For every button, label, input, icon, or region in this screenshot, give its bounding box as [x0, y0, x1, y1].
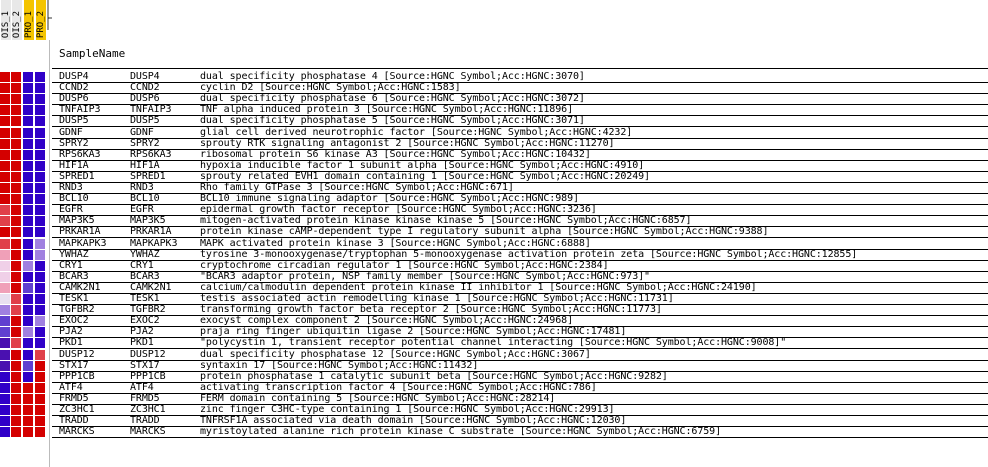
gene-id: MAP3K5: [59, 215, 95, 227]
gene-description: protein kinase cAMP-dependent type I regulatory subunit alpha [Source:HGNC Symbol;Acc:HGNC:9388]: [200, 226, 769, 238]
gene-id: TRADD: [59, 415, 89, 427]
header-divider: [52, 68, 988, 69]
gene-symbol: CCND2: [130, 82, 160, 94]
gene-description: "BCAR3 adaptor protein, NSP family member [Source:HGNC Symbol;Acc:HGNC:973]": [200, 270, 650, 282]
heatmap-cell[interactable]: [23, 227, 34, 238]
heatmap-cell[interactable]: [35, 161, 46, 172]
column-header-label: PRO_1: [24, 10, 34, 38]
heatmap-cell[interactable]: [23, 105, 34, 116]
gene-symbol: DUSP4: [130, 71, 160, 82]
gene-symbol: TNFAIP3: [130, 104, 172, 116]
heatmap-cell[interactable]: [11, 172, 22, 183]
heatmap-cell[interactable]: [11, 128, 22, 139]
gene-symbol: ATF4: [130, 381, 154, 393]
heatmap-cell[interactable]: [23, 94, 34, 105]
heatmap-cell[interactable]: [0, 316, 11, 327]
heatmap-cell[interactable]: [23, 338, 34, 349]
heatmap-cell[interactable]: [23, 150, 34, 161]
gene-description: ribosomal protein S6 kinase A3 [Source:HGNC Symbol;Acc:HGNC:10432]: [200, 148, 591, 160]
heatmap-cell[interactable]: [35, 105, 46, 116]
heatmap-cell[interactable]: [11, 194, 22, 205]
heatmap-cell[interactable]: [0, 139, 11, 150]
heatmap-cell[interactable]: [0, 350, 11, 361]
heatmap-cell[interactable]: [11, 394, 22, 405]
gene-description: praja ring finger ubiquitin ligase 2 [Source:HGNC Symbol;Acc:HGNC:17481]: [200, 326, 627, 338]
heatmap-cell[interactable]: [23, 216, 34, 227]
heatmap-cell[interactable]: [11, 305, 22, 316]
heatmap-cell[interactable]: [11, 83, 22, 94]
heatmap-cell[interactable]: [23, 250, 34, 261]
heatmap-cell[interactable]: [35, 216, 46, 227]
heatmap-cell[interactable]: [35, 94, 46, 105]
heatmap-cell[interactable]: [35, 183, 46, 194]
gene-id: PPP1CB: [59, 370, 95, 382]
gene-description: sprouty RTK signaling antagonist 2 [Source:HGNC Symbol;Acc:HGNC:11270]: [200, 137, 615, 149]
gene-id: EGFR: [59, 204, 83, 216]
gene-id: DUSP6: [59, 93, 89, 105]
gene-description: glial cell derived neurotrophic factor [Source:HGNC Symbol;Acc:HGNC:4232]: [200, 126, 633, 138]
gene-description: "polycystin 1, transient receptor potential channel interacting [Source:HGNC Symbol;Acc:HGNC:9008]": [200, 337, 787, 349]
gene-description: activating transcription factor 4 [Source:HGNC Symbol;Acc:HGNC:786]: [200, 381, 597, 393]
gene-id: DUSP12: [59, 348, 95, 360]
heatmap-cell[interactable]: [23, 427, 34, 438]
gene-id: GDNF: [59, 126, 83, 138]
gene-symbol: FRMD5: [130, 392, 160, 404]
gene-description: transforming growth factor beta receptor 2 [Source:HGNC Symbol;Acc:HGNC:11773]: [200, 304, 662, 316]
heatmap-cell[interactable]: [11, 150, 22, 161]
column-header-label: OIS_1: [1, 10, 11, 38]
heatmap-cell[interactable]: [0, 216, 11, 227]
column-header-ois-2[interactable]: [12, 0, 23, 40]
gene-description: BCL10 immune signaling adaptor [Source:HGNC Symbol;Acc:HGNC:989]: [200, 193, 579, 205]
heatmap-cell[interactable]: [23, 183, 34, 194]
column-header-label: PRO_2: [36, 10, 46, 38]
gene-id: SPRED1: [59, 170, 95, 182]
heatmap-cell[interactable]: [23, 261, 34, 272]
heatmap-cell[interactable]: [23, 128, 34, 139]
heatmap-cell[interactable]: [11, 261, 22, 272]
gene-id: YWHAZ: [59, 248, 89, 260]
sample-name-header: SampleName: [59, 47, 126, 60]
gene-symbol: ZC3HC1: [130, 404, 166, 415]
heatmap-cell[interactable]: [35, 316, 46, 327]
gene-description: dual specificity phosphatase 6 [Source:HGNC Symbol;Acc:HGNC:3072]: [200, 93, 585, 105]
column-header-pro-1[interactable]: [24, 0, 35, 40]
heatmap-cell[interactable]: [0, 150, 11, 161]
heatmap-cell[interactable]: [11, 250, 22, 261]
heatmap-cell[interactable]: [23, 172, 34, 183]
heatmap-cell[interactable]: [35, 139, 46, 150]
heatmap-cell[interactable]: [35, 194, 46, 205]
gene-symbol: SPRED1: [130, 170, 166, 182]
gene-symbol: SPRY2: [130, 137, 160, 149]
gene-description: dual specificity phosphatase 5 [Source:HGNC Symbol;Acc:HGNC:3071]: [200, 115, 585, 127]
heatmap-cell[interactable]: [0, 394, 11, 405]
heatmap-cell[interactable]: [23, 383, 34, 394]
heatmap-cell[interactable]: [0, 227, 11, 238]
gene-id: EXOC2: [59, 315, 89, 327]
gene-id: RPS6KA3: [59, 148, 101, 160]
heatmap-cell[interactable]: [35, 272, 46, 283]
heatmap-cell[interactable]: [0, 194, 11, 205]
gene-id: CAMK2N1: [59, 281, 101, 293]
gene-symbol: HIF1A: [130, 159, 160, 171]
heatmap-cell[interactable]: [35, 338, 46, 349]
heatmap-cell[interactable]: [0, 427, 11, 438]
gene-description: cryptochrome circadian regulator 1 [Source:HGNC Symbol;Acc:HGNC:2384]: [200, 259, 609, 271]
column-header-label: OIS_2: [12, 10, 22, 38]
table-row[interactable]: [0, 427, 988, 438]
gene-symbol: EGFR: [130, 204, 154, 216]
heatmap-cell[interactable]: [35, 116, 46, 127]
gene-symbol: BCL10: [130, 193, 160, 205]
gene-id: ATF4: [59, 381, 83, 393]
heatmap-cell[interactable]: [11, 283, 22, 294]
gene-id: ZC3HC1: [59, 404, 95, 415]
heatmap-cell[interactable]: [11, 383, 22, 394]
column-header-pro-2[interactable]: [36, 0, 47, 40]
heatmap-cell[interactable]: [35, 72, 46, 83]
heatmap-cell[interactable]: [23, 272, 34, 283]
heatmap-cell[interactable]: [0, 83, 11, 94]
heatmap-cell[interactable]: [0, 172, 11, 183]
gene-description: cyclin D2 [Source:HGNC Symbol;Acc:HGNC:1583]: [200, 82, 461, 94]
heatmap-cell[interactable]: [35, 361, 46, 372]
gene-symbol: TESK1: [130, 293, 160, 304]
gene-description: tyrosine 3-monooxygenase/tryptophan 5-monooxygenase activation protein zeta [Source:HGNC Symbol;Acc:HGNC:12855]: [200, 248, 858, 260]
heatmap-cell[interactable]: [35, 327, 46, 338]
heatmap-cell[interactable]: [35, 350, 46, 361]
gene-symbol: DUSP6: [130, 93, 160, 105]
gene-symbol: CAMK2N1: [130, 281, 172, 293]
heatmap-cell[interactable]: [23, 239, 34, 250]
heatmap-cell[interactable]: [0, 283, 11, 294]
heatmap-cell[interactable]: [11, 72, 22, 83]
heatmap-cell[interactable]: [0, 261, 11, 272]
heatmap-cell[interactable]: [0, 405, 11, 416]
heatmap-cell[interactable]: [23, 205, 34, 216]
heatmap-cell[interactable]: [35, 261, 46, 272]
heatmap-cell[interactable]: [35, 394, 46, 405]
heatmap-cell[interactable]: [11, 139, 22, 150]
heatmap-cell[interactable]: [11, 350, 22, 361]
gene-id: PJA2: [59, 326, 83, 338]
gene-id: PRKAR1A: [59, 226, 101, 238]
heatmap-cell[interactable]: [23, 116, 34, 127]
heatmap-cell[interactable]: [35, 83, 46, 94]
gene-description: TNFRSF1A associated via death domain [Source:HGNC Symbol;Acc:HGNC:12030]: [200, 415, 627, 427]
heatmap-cell[interactable]: [35, 405, 46, 416]
heatmap-cell[interactable]: [11, 294, 22, 305]
heatmap-cell[interactable]: [11, 227, 22, 238]
heatmap-cell[interactable]: [11, 239, 22, 250]
heatmap-cell[interactable]: [35, 172, 46, 183]
gene-id: RND3: [59, 182, 83, 193]
heatmap-cell[interactable]: [23, 394, 34, 405]
heatmap-cell[interactable]: [0, 416, 11, 427]
heatmap-cell[interactable]: [11, 216, 22, 227]
gene-description: myristoylated alanine rich protein kinase C substrate [Source:HGNC Symbol;Acc:HGNC:6759]: [200, 426, 722, 438]
gene-description: calcium/calmodulin dependent protein kinase II inhibitor 1 [Source:HGNC Symbol;Acc:HGNC:24190]: [200, 281, 757, 293]
gene-description: protein phosphatase 1 catalytic subunit beta [Source:HGNC Symbol;Acc:HGNC:9282]: [200, 370, 668, 382]
heatmap-cell[interactable]: [35, 128, 46, 139]
heatmap-cell[interactable]: [0, 383, 11, 394]
gene-symbol: CRY1: [130, 259, 154, 271]
heatmap-cell[interactable]: [0, 372, 11, 383]
gene-id: CCND2: [59, 82, 89, 94]
gene-description: sprouty related EVH1 domain containing 1 [Source:HGNC Symbol;Acc:HGNC:20249]: [200, 170, 650, 182]
heatmap-cell[interactable]: [35, 372, 46, 383]
heatmap-cell[interactable]: [23, 194, 34, 205]
heatmap-cell[interactable]: [35, 250, 46, 261]
heatmap-cell[interactable]: [0, 183, 11, 194]
heatmap-cell[interactable]: [23, 283, 34, 294]
gene-id: DUSP4: [59, 71, 89, 82]
heatmap-cell[interactable]: [35, 383, 46, 394]
gene-id: SPRY2: [59, 137, 89, 149]
gene-description: zinc finger C3HC-type containing 1 [Source:HGNC Symbol;Acc:HGNC:29913]: [200, 404, 615, 415]
heatmap-cell[interactable]: [0, 272, 11, 283]
gene-symbol: RND3: [130, 182, 154, 193]
heatmap-cell[interactable]: [0, 327, 11, 338]
heatmap-cell[interactable]: [0, 116, 11, 127]
gene-symbol: PRKAR1A: [130, 226, 172, 238]
heatmap-cell[interactable]: [23, 305, 34, 316]
heatmap-cell[interactable]: [0, 305, 11, 316]
heatmap-cell[interactable]: [35, 427, 46, 438]
heatmap-cell[interactable]: [23, 416, 34, 427]
gene-id: MARCKS: [59, 426, 95, 438]
heatmap-cell[interactable]: [0, 239, 11, 250]
heatmap-cell[interactable]: [23, 139, 34, 150]
gene-description: Rho family GTPase 3 [Source:HGNC Symbol;Acc:HGNC:671]: [200, 182, 514, 193]
heatmap-cell[interactable]: [11, 105, 22, 116]
heatmap-cell[interactable]: [23, 316, 34, 327]
gene-description: testis associated actin remodelling kinase 1 [Source:HGNC Symbol;Acc:HGNC:11731]: [200, 293, 674, 304]
heatmap-cell[interactable]: [23, 161, 34, 172]
gene-description: TNF alpha induced protein 3 [Source:HGNC Symbol;Acc:HGNC:11896]: [200, 104, 573, 116]
gene-symbol: MAPKAPK3: [130, 237, 178, 249]
gene-symbol: TRADD: [130, 415, 160, 427]
heatmap-cell[interactable]: [23, 361, 34, 372]
heatmap-cell[interactable]: [23, 294, 34, 305]
gene-id: TGFBR2: [59, 304, 95, 316]
heatmap-cell[interactable]: [0, 128, 11, 139]
gene-id: HIF1A: [59, 159, 89, 171]
gene-symbol: GDNF: [130, 126, 154, 138]
gene-description: dual specificity phosphatase 4 [Source:HGNC Symbol;Acc:HGNC:3070]: [200, 71, 585, 82]
heatmap-cell[interactable]: [11, 183, 22, 194]
heatmap-cell[interactable]: [11, 316, 22, 327]
gene-description: exocyst complex component 2 [Source:HGNC Symbol;Acc:HGNC:24968]: [200, 315, 573, 327]
heatmap-cell[interactable]: [23, 372, 34, 383]
heatmap-cell[interactable]: [35, 416, 46, 427]
heatmap-cell[interactable]: [11, 116, 22, 127]
gene-id: MAPKAPK3: [59, 237, 107, 249]
heatmap-cell[interactable]: [0, 72, 11, 83]
heatmap-cell[interactable]: [11, 361, 22, 372]
gene-symbol: EXOC2: [130, 315, 160, 327]
heatmap-cell[interactable]: [11, 94, 22, 105]
gene-description: epidermal growth factor receptor [Source:HGNC Symbol;Acc:HGNC:3236]: [200, 204, 597, 216]
gene-symbol: MAP3K5: [130, 215, 166, 227]
heatmap-cell[interactable]: [35, 227, 46, 238]
gene-id: DUSP5: [59, 115, 89, 127]
column-header-ois-1[interactable]: [1, 0, 12, 40]
gene-id: CRY1: [59, 259, 83, 271]
gene-symbol: RPS6KA3: [130, 148, 172, 160]
heatmap-cell[interactable]: [0, 161, 11, 172]
gene-symbol: DUSP12: [130, 348, 166, 360]
gene-id: STX17: [59, 359, 89, 371]
gene-id: BCAR3: [59, 270, 89, 282]
heatmap-cell[interactable]: [35, 305, 46, 316]
heatmap-cell[interactable]: [35, 205, 46, 216]
gene-symbol: DUSP5: [130, 115, 160, 127]
heatmap-cell[interactable]: [11, 272, 22, 283]
heatmap-cell[interactable]: [35, 150, 46, 161]
heatmap-cell[interactable]: [0, 250, 11, 261]
heatmap-cell[interactable]: [0, 294, 11, 305]
gene-symbol: BCAR3: [130, 270, 160, 282]
heatmap-cell[interactable]: [11, 161, 22, 172]
heatmap-cell[interactable]: [11, 205, 22, 216]
gene-description: mitogen-activated protein kinase kinase kinase 5 [Source:HGNC Symbol;Acc:HGNC:6857]: [200, 215, 692, 227]
heatmap-cell[interactable]: [11, 372, 22, 383]
heatmap-cell[interactable]: [0, 361, 11, 372]
heatmap-cell[interactable]: [0, 205, 11, 216]
gene-description: syntaxin 17 [Source:HGNC Symbol;Acc:HGNC:11432]: [200, 359, 479, 371]
heatmap-cell[interactable]: [35, 239, 46, 250]
gene-id: TNFAIP3: [59, 104, 101, 116]
gene-symbol: TGFBR2: [130, 304, 166, 316]
heatmap-cell[interactable]: [23, 83, 34, 94]
heatmap-cell[interactable]: [11, 338, 22, 349]
heatmap-cell[interactable]: [23, 72, 34, 83]
gene-description: dual specificity phosphatase 12 [Source:HGNC Symbol;Acc:HGNC:3067]: [200, 348, 591, 360]
heatmap-cell[interactable]: [23, 327, 34, 338]
gene-id: FRMD5: [59, 392, 89, 404]
gene-id: TESK1: [59, 293, 89, 304]
gene-symbol: MARCKS: [130, 426, 166, 438]
heatmap-cell[interactable]: [11, 327, 22, 338]
gene-id: PKD1: [59, 337, 83, 349]
heatmap-cell[interactable]: [35, 283, 46, 294]
gene-description: FERM domain containing 5 [Source:HGNC Symbol;Acc:HGNC:28214]: [200, 392, 556, 404]
heatmap-cell[interactable]: [23, 405, 34, 416]
row-divider: [52, 437, 988, 438]
heatmap-cell[interactable]: [11, 427, 22, 438]
heatmap-cell[interactable]: [35, 294, 46, 305]
gene-id: BCL10: [59, 193, 89, 205]
gene-description: hypoxia inducible factor 1 subunit alpha [Source:HGNC Symbol;Acc:HGNC:4910]: [200, 159, 645, 171]
gene-symbol: PJA2: [130, 326, 154, 338]
heatmap-cell[interactable]: [11, 405, 22, 416]
gene-symbol: PKD1: [130, 337, 154, 349]
heatmap-cell[interactable]: [0, 94, 11, 105]
gene-description: MAPK activated protein kinase 3 [Source:HGNC Symbol;Acc:HGNC:6888]: [200, 237, 591, 249]
heatmap-cell[interactable]: [0, 338, 11, 349]
gene-symbol: PPP1CB: [130, 370, 166, 382]
gene-symbol: STX17: [130, 359, 160, 371]
heatmap-cell[interactable]: [0, 105, 11, 116]
heatmap-cell[interactable]: [23, 350, 34, 361]
gene-symbol: YWHAZ: [130, 248, 160, 260]
heatmap-cell[interactable]: [11, 416, 22, 427]
